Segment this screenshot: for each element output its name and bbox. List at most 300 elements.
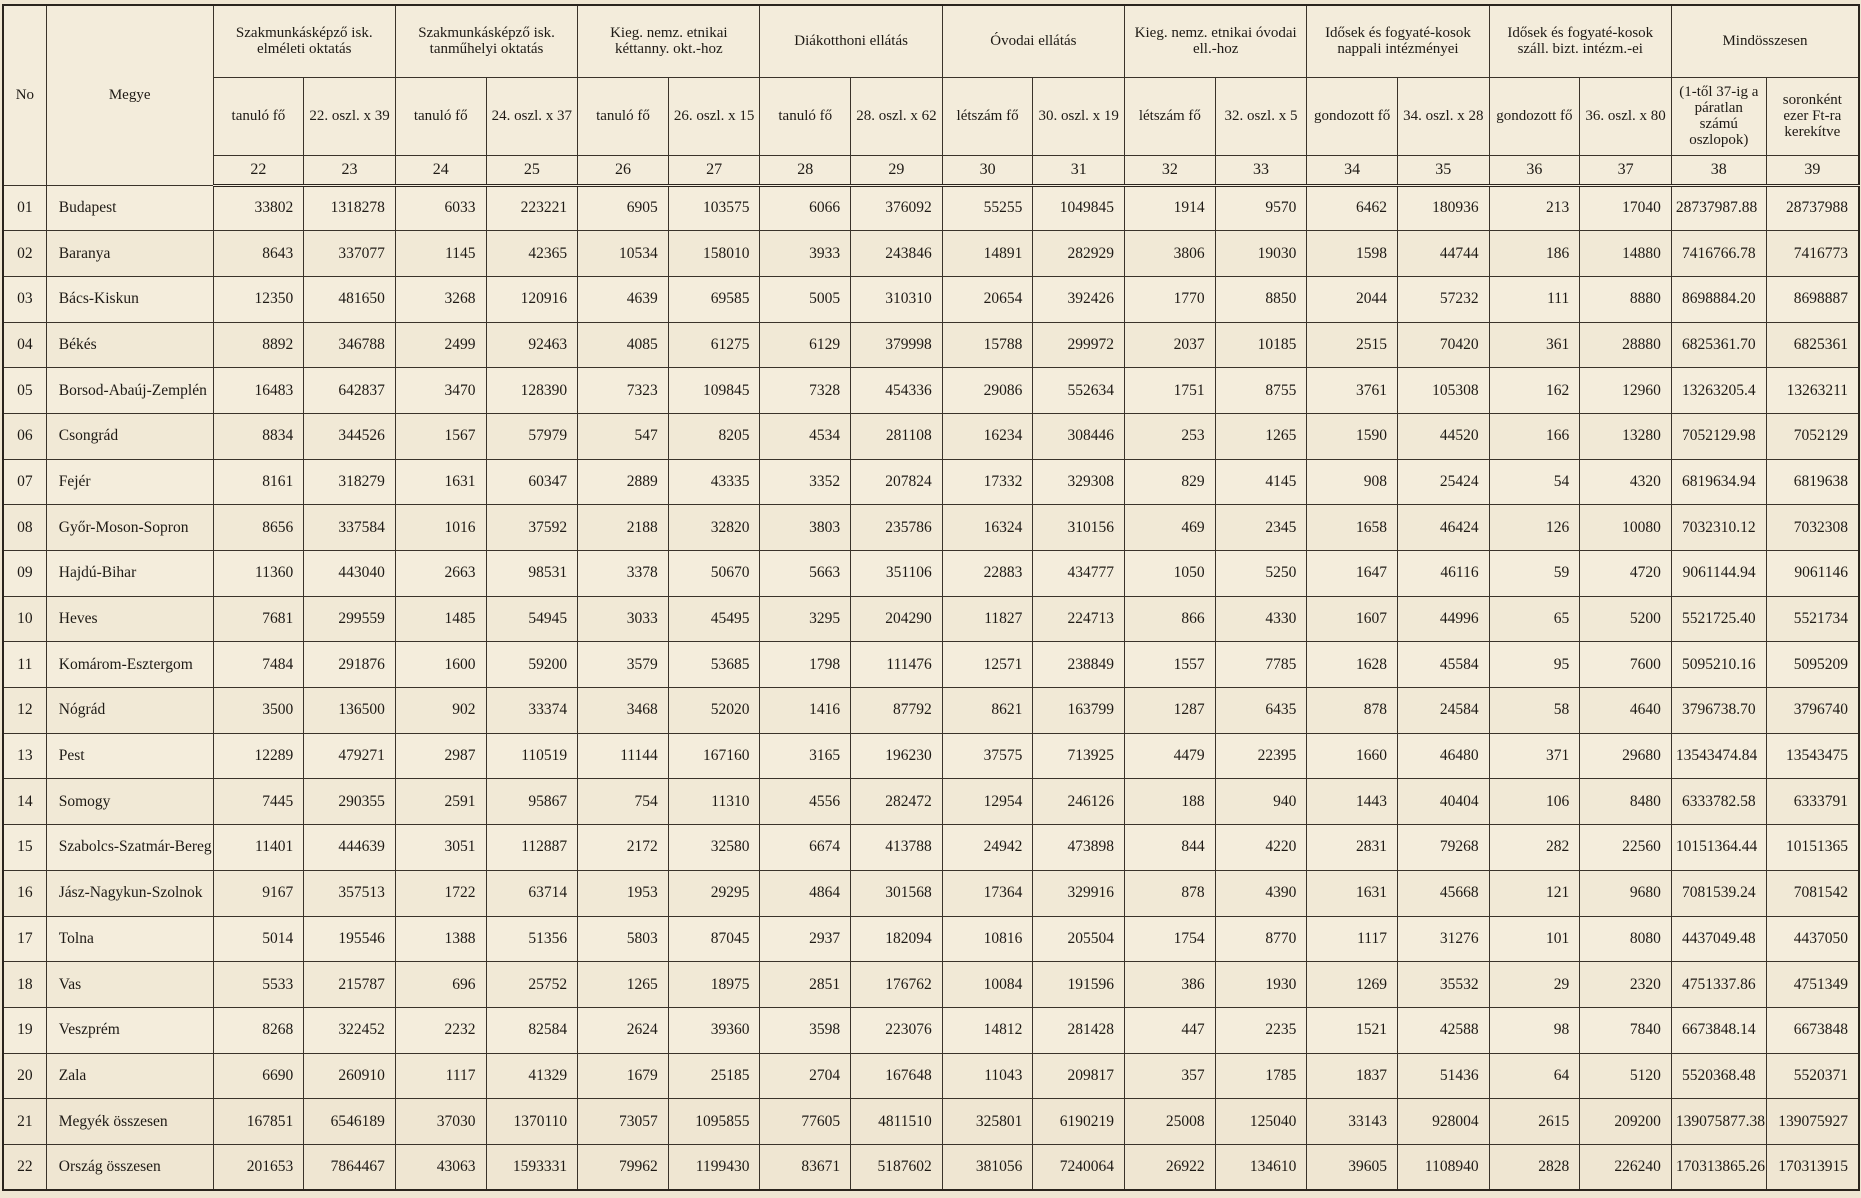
table-row — [3, 916, 1859, 962]
value-cell: 126 — [1489, 505, 1580, 551]
value-cell: 754 — [578, 779, 669, 825]
value-cell: 5520371 — [1766, 1053, 1859, 1099]
value-cell: 33374 — [486, 688, 578, 734]
value-cell: 7840 — [1580, 1007, 1672, 1053]
value-cell: 2828 — [1489, 1144, 1580, 1190]
value-cell: 1095855 — [668, 1099, 760, 1145]
value-cell: 4811510 — [851, 1099, 943, 1145]
value-cell: 170313915 — [1766, 1144, 1859, 1190]
value-cell: 1607 — [1307, 596, 1398, 642]
county-name: Pest — [46, 733, 213, 779]
value-cell: 166 — [1489, 413, 1580, 459]
value-cell: 8755 — [1215, 368, 1307, 414]
row-number: 08 — [3, 505, 46, 551]
value-cell: 301568 — [851, 870, 943, 916]
value-cell: 5533 — [213, 962, 304, 1008]
value-cell: 29 — [1489, 962, 1580, 1008]
value-cell: 290355 — [304, 779, 396, 825]
value-cell: 112887 — [486, 825, 578, 871]
value-cell: 4639 — [578, 276, 669, 322]
value-cell: 10151365 — [1766, 825, 1859, 871]
table-row — [3, 642, 1859, 688]
value-cell: 6066 — [760, 185, 851, 231]
value-cell: 55255 — [942, 185, 1033, 231]
value-cell: 454336 — [851, 368, 943, 414]
value-cell: 6129 — [760, 322, 851, 368]
value-cell: 4751337.86 — [1671, 962, 1766, 1008]
row-number: 11 — [3, 642, 46, 688]
value-cell: 39360 — [668, 1007, 760, 1053]
column-number-cell: 30 — [942, 155, 1033, 185]
value-cell: 8161 — [213, 459, 304, 505]
value-cell: 22883 — [942, 551, 1033, 597]
table-row — [3, 413, 1859, 459]
value-cell: 235786 — [851, 505, 943, 551]
value-cell: 7081539.24 — [1671, 870, 1766, 916]
value-cell: 61275 — [668, 322, 760, 368]
value-cell: 7328 — [760, 368, 851, 414]
value-cell: 1930 — [1215, 962, 1307, 1008]
value-cell: 109845 — [668, 368, 760, 414]
value-cell: 908 — [1307, 459, 1398, 505]
value-cell: 42365 — [486, 231, 578, 277]
value-cell: 215787 — [304, 962, 396, 1008]
value-cell: 4390 — [1215, 870, 1307, 916]
value-cell: 121 — [1489, 870, 1580, 916]
value-cell: 1658 — [1307, 505, 1398, 551]
value-cell: 2037 — [1125, 322, 1216, 368]
value-cell: 101 — [1489, 916, 1580, 962]
column-number-cell: 32 — [1125, 155, 1216, 185]
value-cell: 25424 — [1397, 459, 1489, 505]
value-cell: 223076 — [851, 1007, 943, 1053]
value-cell: 10080 — [1580, 505, 1672, 551]
value-cell: 106 — [1489, 779, 1580, 825]
value-cell: 13280 — [1580, 413, 1672, 459]
header-group: Óvodai ellátás — [942, 5, 1124, 77]
value-cell: 12954 — [942, 779, 1033, 825]
value-cell: 2172 — [578, 825, 669, 871]
county-name: Nógrád — [46, 688, 213, 734]
value-cell: 28880 — [1580, 322, 1672, 368]
value-cell: 57232 — [1397, 276, 1489, 322]
row-number: 10 — [3, 596, 46, 642]
value-cell: 10816 — [942, 916, 1033, 962]
value-cell: 8880 — [1580, 276, 1672, 322]
value-cell: 1914 — [1125, 185, 1216, 231]
subheader-cell: 28. oszl. x 62 — [851, 77, 943, 155]
value-cell: 10185 — [1215, 322, 1307, 368]
value-cell: 481650 — [304, 276, 396, 322]
value-cell: 45584 — [1397, 642, 1489, 688]
value-cell: 63714 — [486, 870, 578, 916]
value-cell: 2320 — [1580, 962, 1672, 1008]
value-cell: 9061146 — [1766, 551, 1859, 597]
column-number-cell: 33 — [1215, 155, 1307, 185]
value-cell: 40404 — [1397, 779, 1489, 825]
subheader-cell: 30. oszl. x 19 — [1033, 77, 1125, 155]
value-cell: 281108 — [851, 413, 943, 459]
subheader-cell: gondozott fő — [1307, 77, 1398, 155]
value-cell: 22560 — [1580, 825, 1672, 871]
value-cell: 15788 — [942, 322, 1033, 368]
value-cell: 6673848 — [1766, 1007, 1859, 1053]
county-name: Komárom-Esztergom — [46, 642, 213, 688]
value-cell: 6333782.58 — [1671, 779, 1766, 825]
value-cell: 167160 — [668, 733, 760, 779]
value-cell: 44520 — [1397, 413, 1489, 459]
county-name: Zala — [46, 1053, 213, 1099]
value-cell: 110519 — [486, 733, 578, 779]
value-cell: 19030 — [1215, 231, 1307, 277]
value-cell: 282472 — [851, 779, 943, 825]
value-cell: 69585 — [668, 276, 760, 322]
value-cell: 6825361 — [1766, 322, 1859, 368]
value-cell: 3500 — [213, 688, 304, 734]
value-cell: 204290 — [851, 596, 943, 642]
value-cell: 12350 — [213, 276, 304, 322]
value-cell: 7240064 — [1033, 1144, 1125, 1190]
county-name: Heves — [46, 596, 213, 642]
subheader-cell: 32. oszl. x 5 — [1215, 77, 1307, 155]
county-name: Győr-Moson-Sopron — [46, 505, 213, 551]
value-cell: 1837 — [1307, 1053, 1398, 1099]
value-cell: 7484 — [213, 642, 304, 688]
value-cell: 7052129 — [1766, 413, 1859, 459]
value-cell: 8480 — [1580, 779, 1672, 825]
value-cell: 28737987.88 — [1671, 185, 1766, 231]
subheader-cell: gondozott fő — [1489, 77, 1580, 155]
value-cell: 866 — [1125, 596, 1216, 642]
value-cell: 253 — [1125, 413, 1216, 459]
value-cell: 14891 — [942, 231, 1033, 277]
value-cell: 1590 — [1307, 413, 1398, 459]
value-cell: 447 — [1125, 1007, 1216, 1053]
table-row — [3, 276, 1859, 322]
value-cell: 1600 — [395, 642, 486, 688]
value-cell: 226240 — [1580, 1144, 1672, 1190]
value-cell: 13263205.4 — [1671, 368, 1766, 414]
value-cell: 29295 — [668, 870, 760, 916]
value-cell: 3295 — [760, 596, 851, 642]
value-cell: 9061144.94 — [1671, 551, 1766, 597]
county-name: Baranya — [46, 231, 213, 277]
header-row-subheaders — [3, 77, 1859, 155]
value-cell: 10534 — [578, 231, 669, 277]
value-cell: 139075927 — [1766, 1099, 1859, 1145]
value-cell: 33802 — [213, 185, 304, 231]
value-cell: 79268 — [1397, 825, 1489, 871]
table-row — [3, 505, 1859, 551]
value-cell: 209200 — [1580, 1099, 1672, 1145]
row-number: 16 — [3, 870, 46, 916]
column-number-cell: 39 — [1766, 155, 1859, 185]
value-cell: 4864 — [760, 870, 851, 916]
value-cell: 318279 — [304, 459, 396, 505]
document-page — [2, 4, 1860, 1194]
value-cell: 1199430 — [668, 1144, 760, 1190]
value-cell: 5095210.16 — [1671, 642, 1766, 688]
value-cell: 1679 — [578, 1053, 669, 1099]
header-group: Szakmunkásképző isk. elméleti oktatás — [213, 5, 395, 77]
county-name: Hajdú-Bihar — [46, 551, 213, 597]
value-cell: 902 — [395, 688, 486, 734]
value-cell: 24584 — [1397, 688, 1489, 734]
value-cell: 4085 — [578, 322, 669, 368]
value-cell: 5014 — [213, 916, 304, 962]
value-cell: 46116 — [1397, 551, 1489, 597]
value-cell: 379998 — [851, 322, 943, 368]
value-cell: 6819634.94 — [1671, 459, 1766, 505]
value-cell: 207824 — [851, 459, 943, 505]
value-cell: 33143 — [1307, 1099, 1398, 1145]
value-cell: 7864467 — [304, 1144, 396, 1190]
value-cell: 2624 — [578, 1007, 669, 1053]
value-cell: 329308 — [1033, 459, 1125, 505]
value-cell: 4437049.48 — [1671, 916, 1766, 962]
value-cell: 16483 — [213, 368, 304, 414]
value-cell: 1557 — [1125, 642, 1216, 688]
value-cell: 1370110 — [486, 1099, 578, 1145]
value-cell: 83671 — [760, 1144, 851, 1190]
value-cell: 25008 — [1125, 1099, 1216, 1145]
value-cell: 381056 — [942, 1144, 1033, 1190]
value-cell: 162 — [1489, 368, 1580, 414]
value-cell: 1485 — [395, 596, 486, 642]
value-cell: 12960 — [1580, 368, 1672, 414]
value-cell: 5005 — [760, 276, 851, 322]
value-cell: 2499 — [395, 322, 486, 368]
value-cell: 3033 — [578, 596, 669, 642]
value-cell: 7032310.12 — [1671, 505, 1766, 551]
value-cell: 9680 — [1580, 870, 1672, 916]
value-cell: 642837 — [304, 368, 396, 414]
value-cell: 1388 — [395, 916, 486, 962]
value-cell: 246126 — [1033, 779, 1125, 825]
county-funding-table — [2, 4, 1860, 1191]
column-number-cell: 29 — [851, 155, 943, 185]
value-cell: 1265 — [1215, 413, 1307, 459]
value-cell: 105308 — [1397, 368, 1489, 414]
column-number-cell: 38 — [1671, 155, 1766, 185]
value-cell: 6905 — [578, 185, 669, 231]
value-cell: 29680 — [1580, 733, 1672, 779]
header-group: Kieg. nemz. etnikai kéttanny. okt.-hoz — [578, 5, 760, 77]
value-cell: 243846 — [851, 231, 943, 277]
value-cell: 209817 — [1033, 1053, 1125, 1099]
column-number-cell: 23 — [304, 155, 396, 185]
column-number-cell: 31 — [1033, 155, 1125, 185]
subheader-cell: létszám fő — [942, 77, 1033, 155]
value-cell: 3352 — [760, 459, 851, 505]
value-cell: 8770 — [1215, 916, 1307, 962]
value-cell: 1751 — [1125, 368, 1216, 414]
value-cell: 182094 — [851, 916, 943, 962]
value-cell: 158010 — [668, 231, 760, 277]
value-cell: 371 — [1489, 733, 1580, 779]
value-cell: 44744 — [1397, 231, 1489, 277]
value-cell: 5200 — [1580, 596, 1672, 642]
value-cell: 6673848.14 — [1671, 1007, 1766, 1053]
row-number: 12 — [3, 688, 46, 734]
value-cell: 1443 — [1307, 779, 1398, 825]
value-cell: 95867 — [486, 779, 578, 825]
value-cell: 8892 — [213, 322, 304, 368]
value-cell: 191596 — [1033, 962, 1125, 1008]
value-cell: 51436 — [1397, 1053, 1489, 1099]
value-cell: 434777 — [1033, 551, 1125, 597]
value-cell: 73057 — [578, 1099, 669, 1145]
subheader-cell: tanuló fő — [213, 77, 304, 155]
value-cell: 59 — [1489, 551, 1580, 597]
value-cell: 1416 — [760, 688, 851, 734]
value-cell: 24942 — [942, 825, 1033, 871]
value-cell: 357513 — [304, 870, 396, 916]
value-cell: 413788 — [851, 825, 943, 871]
table-row — [3, 1007, 1859, 1053]
value-cell: 844 — [1125, 825, 1216, 871]
value-cell: 8080 — [1580, 916, 1672, 962]
value-cell: 64 — [1489, 1053, 1580, 1099]
value-cell: 6435 — [1215, 688, 1307, 734]
value-cell: 2235 — [1215, 1007, 1307, 1053]
value-cell: 1660 — [1307, 733, 1398, 779]
value-cell: 223221 — [486, 185, 578, 231]
table-row — [3, 733, 1859, 779]
value-cell: 1953 — [578, 870, 669, 916]
value-cell: 1145 — [395, 231, 486, 277]
column-number-cell: 25 — [486, 155, 578, 185]
value-cell: 2987 — [395, 733, 486, 779]
value-cell: 37030 — [395, 1099, 486, 1145]
value-cell: 11043 — [942, 1053, 1033, 1099]
value-cell: 1108940 — [1397, 1144, 1489, 1190]
value-cell: 8656 — [213, 505, 304, 551]
row-number: 07 — [3, 459, 46, 505]
row-number: 13 — [3, 733, 46, 779]
value-cell: 3051 — [395, 825, 486, 871]
value-cell: 473898 — [1033, 825, 1125, 871]
value-cell: 3803 — [760, 505, 851, 551]
row-number: 20 — [3, 1053, 46, 1099]
value-cell: 3598 — [760, 1007, 851, 1053]
table-row — [3, 185, 1859, 231]
value-cell: 201653 — [213, 1144, 304, 1190]
value-cell: 41329 — [486, 1053, 578, 1099]
row-number: 22 — [3, 1144, 46, 1190]
value-cell: 6333791 — [1766, 779, 1859, 825]
value-cell: 11360 — [213, 551, 304, 597]
table-row — [3, 1144, 1859, 1190]
value-cell: 310156 — [1033, 505, 1125, 551]
value-cell: 3470 — [395, 368, 486, 414]
subheader-cell: 36. oszl. x 80 — [1580, 77, 1672, 155]
value-cell: 7052129.98 — [1671, 413, 1766, 459]
value-cell: 6546189 — [304, 1099, 396, 1145]
value-cell: 58 — [1489, 688, 1580, 734]
value-cell: 1598 — [1307, 231, 1398, 277]
subheader-cell: 22. oszl. x 39 — [304, 77, 396, 155]
value-cell: 167648 — [851, 1053, 943, 1099]
value-cell: 1016 — [395, 505, 486, 551]
row-number: 09 — [3, 551, 46, 597]
value-cell: 92463 — [486, 322, 578, 368]
value-cell: 39605 — [1307, 1144, 1398, 1190]
value-cell: 829 — [1125, 459, 1216, 505]
value-cell: 10151364.44 — [1671, 825, 1766, 871]
value-cell: 43063 — [395, 1144, 486, 1190]
value-cell: 43335 — [668, 459, 760, 505]
column-number-cell: 24 — [395, 155, 486, 185]
column-number-cell: 37 — [1580, 155, 1672, 185]
value-cell: 713925 — [1033, 733, 1125, 779]
table-body — [3, 185, 1859, 1190]
value-cell: 16234 — [942, 413, 1033, 459]
value-cell: 20654 — [942, 276, 1033, 322]
value-cell: 1049845 — [1033, 185, 1125, 231]
value-cell: 29086 — [942, 368, 1033, 414]
column-number-cell: 36 — [1489, 155, 1580, 185]
value-cell: 4751349 — [1766, 962, 1859, 1008]
value-cell: 282929 — [1033, 231, 1125, 277]
value-cell: 25185 — [668, 1053, 760, 1099]
value-cell: 54945 — [486, 596, 578, 642]
table-row — [3, 688, 1859, 734]
value-cell: 11144 — [578, 733, 669, 779]
value-cell: 32580 — [668, 825, 760, 871]
value-cell: 11310 — [668, 779, 760, 825]
value-cell: 7323 — [578, 368, 669, 414]
value-cell: 4220 — [1215, 825, 1307, 871]
value-cell: 16324 — [942, 505, 1033, 551]
county-name: Békés — [46, 322, 213, 368]
value-cell: 1050 — [1125, 551, 1216, 597]
value-cell: 46424 — [1397, 505, 1489, 551]
value-cell: 2044 — [1307, 276, 1398, 322]
value-cell: 45668 — [1397, 870, 1489, 916]
value-cell: 42588 — [1397, 1007, 1489, 1053]
row-number: 18 — [3, 962, 46, 1008]
value-cell: 878 — [1307, 688, 1398, 734]
value-cell: 1318278 — [304, 185, 396, 231]
value-cell: 1754 — [1125, 916, 1216, 962]
county-name: Tolna — [46, 916, 213, 962]
value-cell: 4479 — [1125, 733, 1216, 779]
column-number-cell: 22 — [213, 155, 304, 185]
value-cell: 13263211 — [1766, 368, 1859, 414]
value-cell: 125040 — [1215, 1099, 1307, 1145]
value-cell: 1117 — [395, 1053, 486, 1099]
value-cell: 3761 — [1307, 368, 1398, 414]
value-cell: 7681 — [213, 596, 304, 642]
value-cell: 238849 — [1033, 642, 1125, 688]
value-cell: 163799 — [1033, 688, 1125, 734]
county-name: Veszprém — [46, 1007, 213, 1053]
value-cell: 5521725.40 — [1671, 596, 1766, 642]
column-number-cell: 34 — [1307, 155, 1398, 185]
county-name: Jász-Nagykun-Szolnok — [46, 870, 213, 916]
value-cell: 322452 — [304, 1007, 396, 1053]
table-row — [3, 825, 1859, 871]
column-number-cell: 35 — [1397, 155, 1489, 185]
value-cell: 1785 — [1215, 1053, 1307, 1099]
subheader-cell: 24. oszl. x 37 — [486, 77, 578, 155]
value-cell: 444639 — [304, 825, 396, 871]
value-cell: 3796738.70 — [1671, 688, 1766, 734]
value-cell: 98531 — [486, 551, 578, 597]
value-cell: 14812 — [942, 1007, 1033, 1053]
value-cell: 1722 — [395, 870, 486, 916]
